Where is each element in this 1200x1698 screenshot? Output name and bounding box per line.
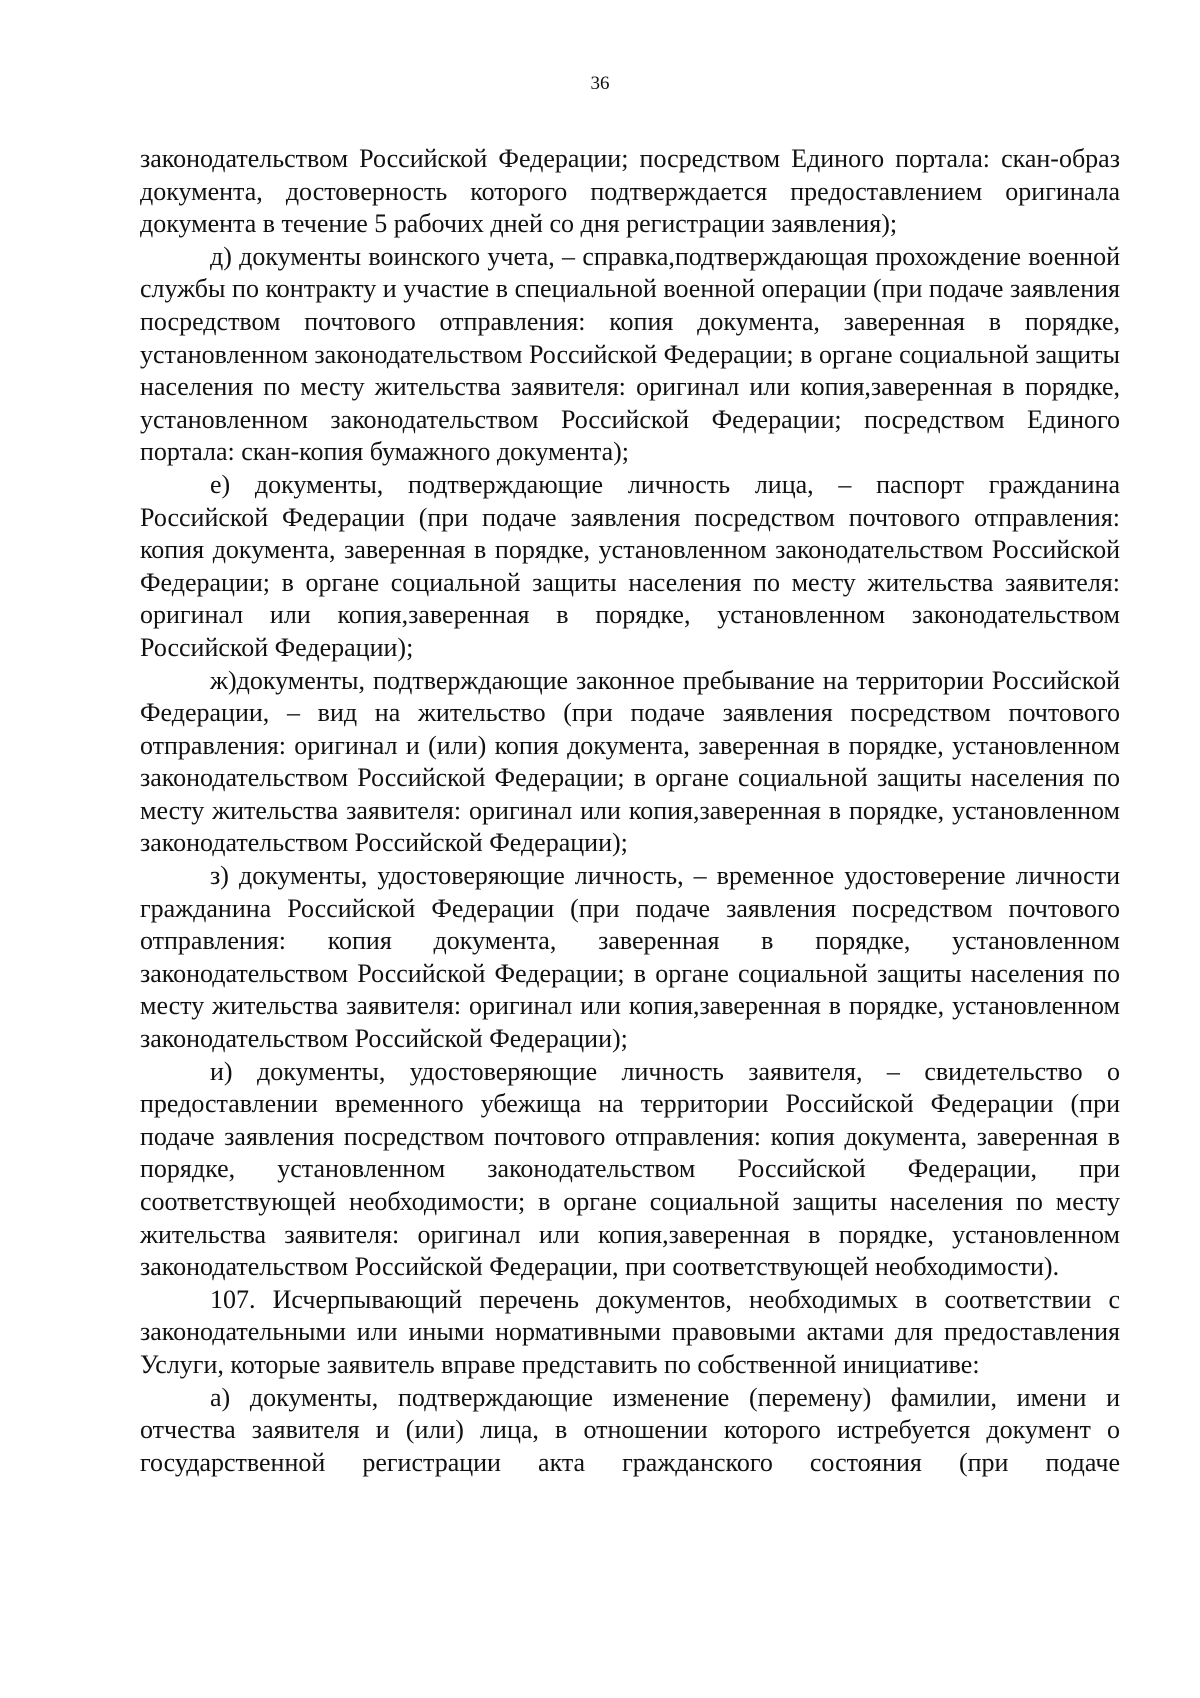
paragraph-item-zh: ж)документы, подтверждающие законное пребывание на территории Российской Федерации, – вид на жительство (при подаче заявления посредством почтового отправления: оригинал и (или) копия документа, заверенная в порядке, установленном законодательством Российской Федерации; в органе социальной защиты населения по месту жительства заявителя: оригинал или копия,заверенная в порядке, установленном законодательством Российской Федерации); bbox=[140, 665, 1120, 858]
paragraph-item-d: д) документы воинского учета, – справка,подтверждающая прохождение военной службы по контракту и участие в специальной военной операции (при подаче заявления посредством почтового отправления: копия документа, заверенная в порядке, установленном законодательством Российской Федерации; в органе социальной защиты населения по месту жительства заявителя: оригинал или копия,заверенная в порядке, установленном законодательством Российской Федерации; посредством Единого портала: скан-копия бумажного документа); bbox=[140, 241, 1120, 467]
paragraph-item-e: е) документы, подтверждающие личность лица, – паспорт гражданина Российской Федерации (при подаче заявления посредством почтового отправления: копия документа, заверенная в порядке, установленном законодательством Российской Федерации; в органе социальной защиты населения по месту жительства заявителя: оригинал или копия,заверенная в порядке, установленном законодательством Российской Федерации); bbox=[140, 469, 1120, 662]
paragraph-item-i: и) документы, удостоверяющие личность заявителя, – свидетельство о предоставлении временного убежища на территории Российской Федерации (при подаче заявления посредством почтового отправления: копия документа, заверенная в порядке, установленном законодательством Российской Федерации, при соответствующей необходимости; в органе социальной защиты населения по месту жительства заявителя: оригинал или копия,заверенная в порядке, установленном законодательством Российской Федерации, при соответствующей необходимости). bbox=[140, 1056, 1120, 1282]
paragraph-107: 107. Исчерпывающий перечень документов, необходимых в соответствии с законодательными или иными нормативными правовыми актами для предоставления Услуги, которые заявитель вправе представить по собственной инициативе: bbox=[140, 1284, 1120, 1379]
paragraph-continuation: законодательством Российской Федерации; посредством Единого портала: скан-образ документа, достоверность которого подтверждается предоставлением оригинала документа в течение 5 рабочих дней со дня регистрации заявления); bbox=[140, 144, 1120, 239]
paragraph-item-a: а) документы, подтверждающие изменение (перемену) фамилии, имени и отчества заявителя и (или) лица, в отношении которого истребуется документ о государственной регистрации акта гражданского состояния (при подаче bbox=[140, 1382, 1120, 1477]
document-body bbox=[140, 143, 1120, 1479]
paragraph-item-z: з) документы, удостоверяющие личность, – временное удостоверение личности гражданина Российской Федерации (при подаче заявления посредством почтового отправления: копия документа, заверенная в порядке, установленном законодательством Российской Федерации; в органе социальной защиты населения по месту жительства заявителя: оригинал или копия,заверенная в порядке, установленном законодательством Российской Федерации); bbox=[140, 861, 1120, 1054]
page-number: 36 bbox=[590, 73, 610, 94]
